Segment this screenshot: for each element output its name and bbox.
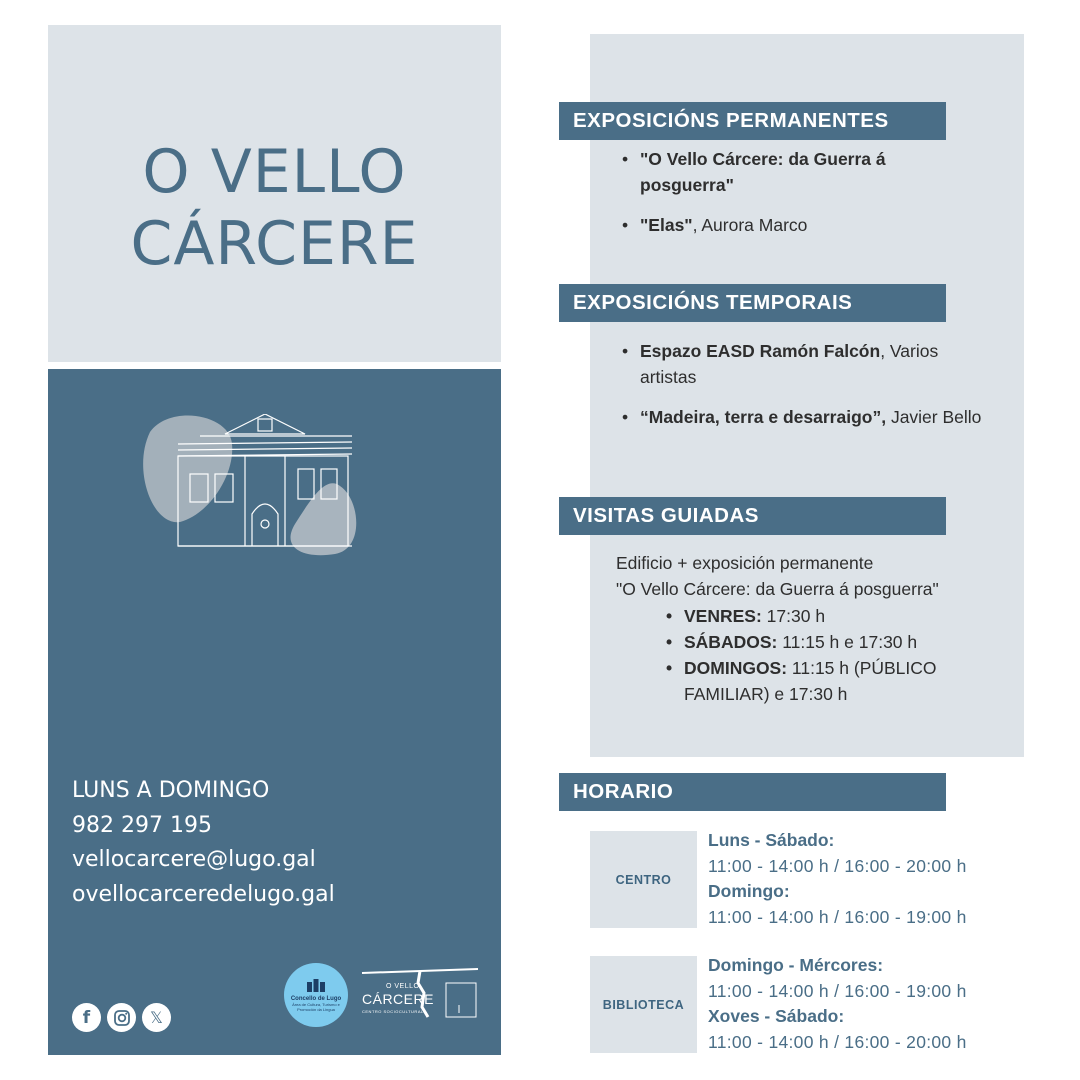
section-header-temporary: EXPOSICIÓNS TEMPORAIS	[559, 284, 946, 322]
phone-number[interactable]: 982 297 195	[72, 812, 212, 838]
schedule-biblioteca: Domingo - Mércores: 11:00 - 14:00 h / 16:00 - 19:00 h Xoves - Sábado: 11:00 - 14:00 h / 16:00 - 20:00 h	[708, 955, 967, 1052]
schedule-centro: Luns - Sábado: 11:00 - 14:00 h / 16:00 - 20:00 h Domingo: 11:00 - 14:00 h / 16:00 - 19:00 h	[708, 830, 967, 927]
list-item: • DOMINGOS: 11:15 h (PÚBLICO FAMILIAR) e 17:30 h	[666, 655, 986, 707]
section-header-schedule: HORARIO	[559, 773, 946, 811]
schedule-label-centro: CENTRO	[590, 831, 697, 928]
x-icon[interactable]: 𝕏	[142, 1003, 171, 1032]
list-item: • “Madeira, terra e desarraigo”, Javier Bello	[622, 404, 997, 430]
facebook-icon[interactable]: f	[72, 1003, 101, 1032]
list-item: • VENRES: 17:30 h	[666, 603, 986, 629]
instagram-icon[interactable]	[107, 1003, 136, 1032]
temporary-list	[622, 338, 997, 444]
list-item: • "Elas", Aurora Marco	[622, 212, 962, 238]
permanent-list	[622, 146, 962, 252]
title-panel	[48, 25, 501, 362]
section-header-permanent: EXPOSICIÓNS PERMANENTES	[559, 102, 946, 140]
list-item: • "O Vello Cárcere: da Guerra á posguerra"	[622, 146, 962, 198]
concello-lugo-logo: Concello de Lugo Área de Cultura, Turismo e Promoción da Lingua	[284, 963, 348, 1027]
section-header-guided-visits: VISITAS GUIADAS	[559, 497, 946, 535]
info-panel	[48, 369, 501, 1055]
email-link[interactable]: vellocarcere@lugo.gal	[72, 847, 316, 872]
guided-visit-description: Edificio + exposición permanente "O Vello Cárcere: da Guerra á posguerra"	[616, 553, 939, 599]
list-item: • Espazo EASD Ramón Falcón, Varios artistas	[622, 338, 997, 390]
schedule-label-biblioteca: BIBLIOTECA	[590, 956, 697, 1053]
guided-visit-list	[666, 603, 986, 707]
website-link[interactable]: ovellocarceredelugo.gal	[72, 881, 335, 907]
contact-info	[72, 774, 335, 912]
vello-carcere-logo: O VELLO CÁRCERE CENTRO SOCIOCULTURAL	[360, 963, 480, 1027]
page-title: O VELLO CÁRCERE	[130, 136, 419, 279]
opening-days: LUNS A DOMINGO	[72, 778, 270, 803]
list-item: • SÁBADOS: 11:15 h e 17:30 h	[666, 629, 986, 655]
social-links	[72, 1003, 171, 1032]
building-illustration	[140, 414, 360, 559]
